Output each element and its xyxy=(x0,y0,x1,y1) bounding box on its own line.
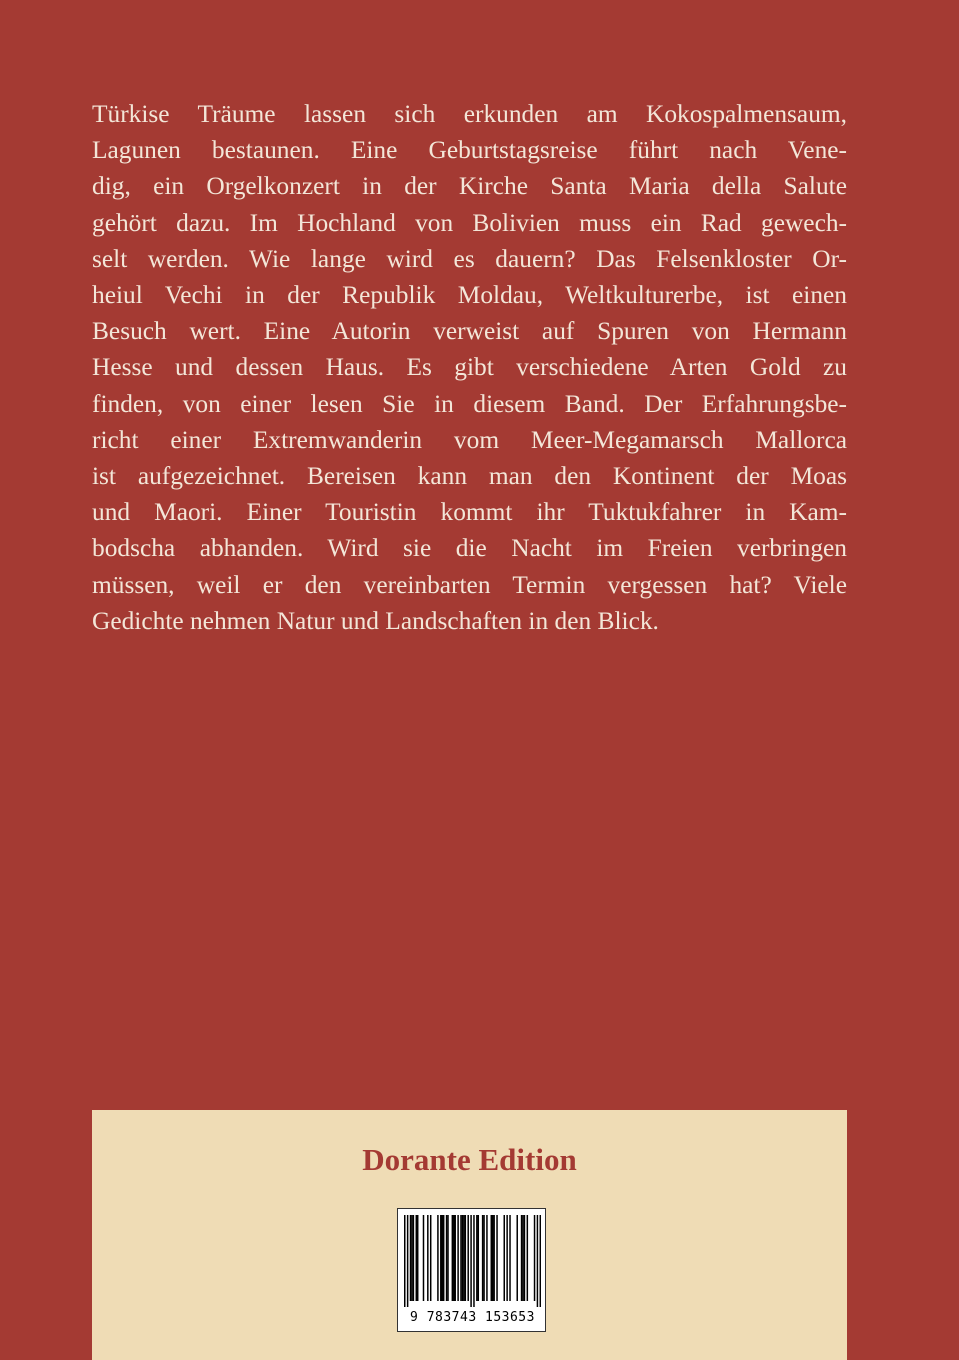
blurb-line: dig, ein Orgelkonzert in der Kirche Santa Maria della Salute xyxy=(92,172,847,201)
barcode-bar xyxy=(453,1215,454,1301)
barcode-bar xyxy=(470,1215,471,1307)
barcode-bar xyxy=(486,1215,487,1301)
blurb-line: müssen, weil er den vereinbarten Termin vergessen hat? Viele xyxy=(92,570,847,599)
blurb-line: bodscha abhanden. Wird sie die Nacht im Freien verbringen xyxy=(92,534,847,563)
barcode-bars xyxy=(404,1215,541,1307)
blurb-text xyxy=(92,96,847,639)
barcode-bar xyxy=(534,1215,535,1301)
barcode-bar xyxy=(496,1215,497,1301)
blurb-line: finden, von einer lesen Sie in diesem Band. Der Erfahrungsbe- xyxy=(92,389,847,418)
barcode-bar xyxy=(491,1215,492,1301)
barcode-bar xyxy=(482,1215,483,1301)
barcode-bar xyxy=(410,1215,411,1301)
barcode-bar xyxy=(437,1215,438,1301)
barcode-bar xyxy=(462,1215,463,1301)
barcode-bar xyxy=(465,1215,466,1301)
barcode-bar xyxy=(443,1215,444,1301)
barcode-bar xyxy=(540,1215,541,1307)
barcode-bar xyxy=(407,1215,408,1307)
barcode-bar xyxy=(483,1215,484,1301)
barcode-bar xyxy=(463,1215,464,1301)
blurb-line: heiul Vechi in der Republik Moldau, Weltkulturerbe, ist einen xyxy=(92,281,847,310)
publisher-panel xyxy=(92,1110,847,1360)
blurb-line: selt werden. Wie lange wird es dauern? Das Felsenkloster Or- xyxy=(92,244,847,273)
barcode-bar xyxy=(537,1215,538,1307)
barcode-bar xyxy=(404,1215,405,1307)
blurb-line: und Maori. Einer Touristin kommt ihr Tuktukfahrer in Kam- xyxy=(92,498,847,527)
barcode-bar xyxy=(441,1215,442,1301)
isbn-barcode xyxy=(397,1208,546,1332)
blurb-line: Türkise Träume lassen sich erkunden am Kokospalmensaum, xyxy=(92,100,847,128)
barcode-bar xyxy=(524,1215,525,1301)
barcode-bar xyxy=(447,1215,448,1301)
barcode-bar xyxy=(509,1215,510,1301)
barcode-bar xyxy=(506,1215,507,1301)
blurb-line: richt einer Extremwanderin vom Meer-Megamarsch Mallorca xyxy=(92,425,847,454)
blurb-line: gehört dazu. Im Hochland von Bolivien muss ein Rad gewech- xyxy=(92,208,847,237)
barcode-bar xyxy=(417,1215,418,1301)
blurb-line: Gedichte nehmen Natur und Landschaften in den Blick. xyxy=(92,606,659,635)
barcode-bar xyxy=(527,1215,528,1301)
barcode-bar xyxy=(473,1215,474,1307)
blurb-line: ist aufgezeichnet. Bereisen kann man den Kontinent der Moas xyxy=(92,462,847,491)
barcode-bar xyxy=(478,1215,479,1301)
barcode-bar xyxy=(493,1215,494,1301)
blurb-line: Hesse und dessen Haus. Es gibt verschiedene Arten Gold zu xyxy=(92,353,847,382)
barcode-bar xyxy=(492,1215,493,1301)
barcode-bar xyxy=(413,1215,414,1301)
barcode-bar xyxy=(460,1215,461,1301)
barcode-bar xyxy=(446,1215,447,1301)
barcode-bar xyxy=(427,1215,428,1301)
barcode-bar xyxy=(467,1215,468,1301)
blurb-line: Besuch wert. Eine Autorin verweist auf Spuren von Hermann xyxy=(92,317,847,346)
blurb-line: Lagunen bestaunen. Eine Geburtstagsreise führt nach Vene- xyxy=(92,136,847,165)
barcode-bar xyxy=(440,1215,441,1301)
barcode-bar xyxy=(522,1215,523,1301)
isbn-number: 9 783743 153653 xyxy=(410,1310,535,1325)
barcode-bar xyxy=(454,1215,455,1301)
barcode-bar xyxy=(411,1215,412,1301)
barcode-bar xyxy=(504,1215,505,1301)
barcode-bar xyxy=(423,1215,424,1301)
barcode-bar xyxy=(416,1215,417,1301)
barcode-bar xyxy=(457,1215,458,1301)
barcode-bar xyxy=(452,1215,453,1301)
publisher-name: Dorante Edition xyxy=(362,1142,577,1177)
barcode-bar xyxy=(516,1215,517,1301)
barcode-bar xyxy=(476,1215,477,1301)
barcode-bar xyxy=(521,1215,522,1301)
barcode-bar xyxy=(430,1215,431,1301)
